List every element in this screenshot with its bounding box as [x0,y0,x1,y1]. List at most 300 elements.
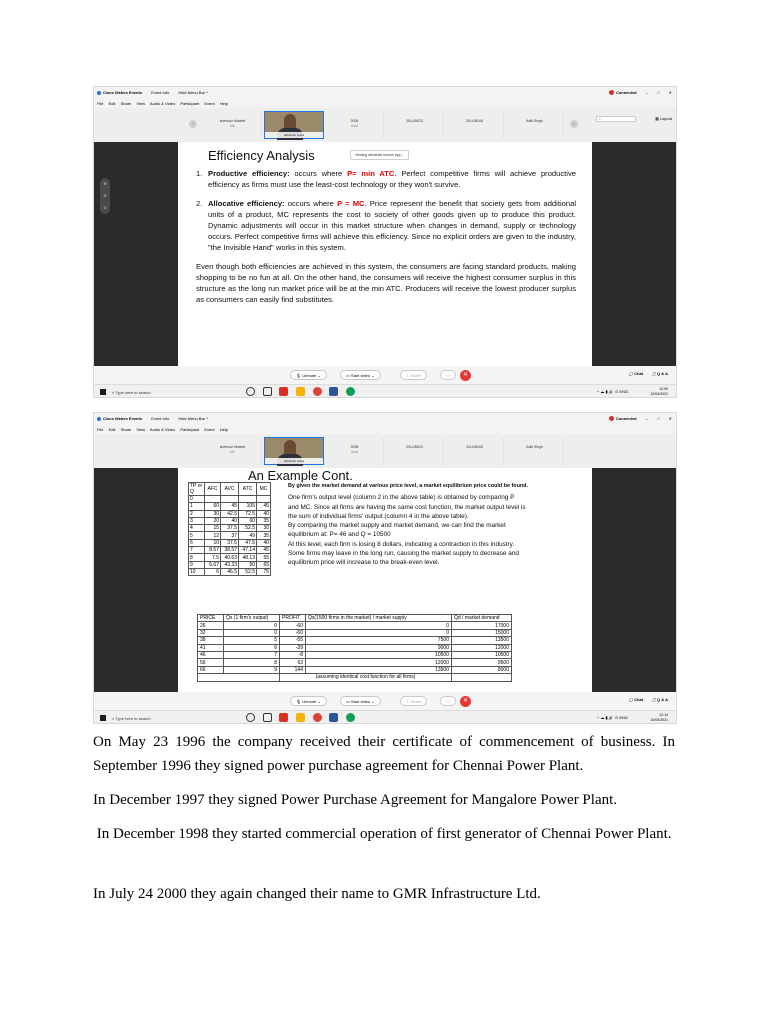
table-cell: 144 [280,666,306,673]
table-header-row [189,483,271,496]
more-options-button[interactable]: ··· [440,370,456,380]
table-cell: 5 [189,532,205,539]
table-row [189,503,271,510]
taskbar-search[interactable] [112,714,222,723]
chat-icon: ◯ [628,371,633,376]
menu-bar [94,425,676,434]
event-info-tab[interactable]: Event Info [151,416,170,421]
chat-button[interactable] [629,371,644,376]
window-titlebar [94,413,676,425]
table-cell: 1 [189,503,205,510]
table-cell: 38 [198,637,224,644]
table-cell: 37 [221,532,239,539]
leave-meeting-button[interactable]: ✕ [460,370,471,381]
table-cell [221,496,239,503]
connection-status [609,416,637,421]
table-cell: 9 [189,561,205,568]
menu-view[interactable]: View [136,101,146,106]
list-item [196,198,576,253]
table-row [189,561,271,568]
item-text-part: occurs where [289,169,348,178]
search-placeholder: Type here to search [115,390,151,395]
table-cell: 37.5 [221,525,239,532]
table-row [198,629,512,636]
table-row [189,525,271,532]
fit-icon[interactable]: ⊙ [103,205,107,210]
table-row [189,532,271,539]
start-video-button[interactable]: ▭ Start video ⌄ [340,370,381,380]
table-cell: 10500 [452,651,512,658]
slide-body [196,168,576,305]
clock-time: 12:14 [659,713,668,717]
event-info-tab[interactable]: Event Info [151,90,170,95]
slide-explanation [288,482,588,568]
taskbar-apps [246,713,361,724]
participant-name: Aditi Singh [526,119,543,123]
unmute-button[interactable]: 🎙 Unmute ⌄ [290,696,327,706]
tab-label: Cisco Webex Events [103,416,143,421]
table-row [189,568,271,575]
table-cell: 10 [205,539,221,546]
participant-tile[interactable] [326,111,384,139]
table-row [189,496,271,503]
table-cell: 45 [257,547,271,554]
column-header: MC [257,483,271,496]
participant-tile[interactable] [506,437,564,465]
column-header: AFC [205,483,221,496]
webex-logo-icon [97,91,101,95]
meeting-controls [94,366,676,384]
slide-title: Efficiency Analysis [208,148,315,163]
table-cell: 48.13 [239,554,257,561]
word-icon[interactable] [329,387,338,396]
body-paragraph: In July 24 2000 they again changed their name to GMR Infrastructure Ltd. [93,886,541,902]
status-label: Connected [615,416,637,421]
table-cell: 12000 [306,659,452,666]
explanation-line: Some firms may leave in the long run, causing the market supply to decrease and [288,550,519,558]
table-row [198,622,512,629]
zoom-slider[interactable]: ⌕ [596,116,636,122]
button-label: Chat [634,697,643,702]
table-cell: 46.5 [221,568,239,575]
table-cell: -60 [280,622,306,629]
table-cell: 56 [198,659,224,666]
item-text-part: . Price represent the benefit that society gets from additional units of a product, MC represents the cost to society of other goods given up to produce this product. Dynamic adjustments will occur in this market structure when changes in demand, supply or technology occurs. Perfect competitive firms will achieve this efficiency. Since no explicit orders are given to the industry, "the Invisible Hand" works in this system. [208,199,576,252]
table-cell: 6 [189,539,205,546]
qa-icon: ▢ [652,697,656,702]
table-cell: 8000 [452,666,512,673]
table-row [189,510,271,517]
table-row [198,637,512,644]
search-placeholder: Type here to search [115,716,151,721]
minimize-button[interactable]: – [645,416,648,421]
list-item [196,168,576,190]
system-tray: ^ ☁ ▮ 🔊 ⊙ ENG [597,715,628,720]
table-cell: 0 [224,622,280,629]
mic-icon: 🎙 [296,699,302,704]
table-cell: 52.5 [239,568,257,575]
button-label: Start video [350,373,371,378]
camera-icon: ▭ [346,699,350,704]
table-row [198,651,512,658]
table-cell: 105 [239,503,257,510]
table-cell: 0 [306,629,452,636]
webex-screenshot-1 [93,86,677,398]
table-cell: 20 [205,517,221,524]
table-cell [452,674,512,681]
button-label: Unmute [302,373,317,378]
table-cell: 35 [257,532,271,539]
button-label: Q & A [657,371,668,376]
participant-role: Me [230,449,235,454]
table-cell: 66 [198,666,224,673]
menu-help[interactable]: Help [219,101,228,106]
word-icon[interactable] [329,713,338,722]
task-view-icon[interactable] [263,387,272,396]
explanation-line: the sum of individual firms' output (column 4 in the above table). [288,512,469,520]
cost-table-body [189,496,271,576]
participant-name: 2008 [350,119,359,123]
table-cell: 8 [189,554,205,561]
stage-right-panel [592,142,676,366]
taskbar-apps [246,387,361,398]
column-header: ATC [239,483,257,496]
participant-video-tile[interactable] [264,111,324,139]
task-view-icon[interactable] [263,713,272,722]
table-row [189,539,271,546]
participant-role: Me [230,123,235,128]
table-cell: 40 [257,510,271,517]
menu-audio-video[interactable]: Audio & Video [149,101,176,106]
panel-toggles [621,697,669,702]
participant-name: 2008 [350,445,359,449]
table-cell: 15 [205,525,221,532]
table-cell: -55 [280,637,306,644]
table-cell: 49 [239,532,257,539]
table-cell: 40 [257,539,271,546]
table-cell: -60 [280,629,306,636]
explanation-line: One firm's output level (column 2 in the above table) is obtained by comparing P [288,494,515,502]
language-indicator[interactable]: ENG [619,389,628,394]
search-icon: ⌕ [112,390,115,395]
table-cell: 43.33 [221,561,239,568]
search-icon: ⌕ [112,716,115,721]
window-titlebar [94,87,676,99]
windows-taskbar [94,384,676,398]
menu-participant[interactable]: Participant [180,427,200,432]
clock-date: 10/04/2021 [650,718,668,722]
clock[interactable] [650,387,668,397]
table-cell: 50 [239,561,257,568]
table-cell: -8 [280,651,306,658]
next-participants-button[interactable]: › [570,120,578,128]
participant-tile[interactable] [204,437,262,465]
body-paragraph: On May 23 1996 the company received their certificate of commencement of business. In September 1996 they signed power purchase agreement for Chennai Power Plant. [93,734,675,774]
table-cell: 55 [257,554,271,561]
table-row [198,659,512,666]
zoom-out-icon[interactable]: ⊖ [103,193,107,198]
item-number: 1. [196,169,203,178]
webex-screenshot-2 [93,412,677,724]
menu-edit[interactable]: Edit [108,427,116,432]
more-options-button[interactable]: ··· [440,696,456,706]
table-cell: 12000 [452,644,512,651]
participant-tile[interactable] [204,111,262,139]
table-cell: 52.5 [239,525,257,532]
item-text [208,198,576,253]
table-cell: 10 [189,568,205,575]
table-cell: 13500 [452,637,512,644]
hide-menu-bar[interactable]: Hide Menu Bar ^ [178,416,208,421]
column-header: PROFIT [280,615,306,622]
formula-highlight: P = MC [337,199,365,208]
item-label: Productive efficiency: [208,169,290,178]
menu-help[interactable]: Help [219,427,228,432]
slide-title: An Example Cont. [248,468,353,483]
table-cell: 10500 [306,651,452,658]
hide-menu-bar[interactable]: Hide Menu Bar ^ [178,90,208,95]
table-cell: 60 [239,517,257,524]
qa-icon: ▢ [652,371,656,376]
windows-start-icon[interactable] [100,389,106,395]
explanation-line: At this level, each firm is losing 8 dollars, indicating a contraction in this industry. [288,540,515,548]
close-button[interactable]: ✕ [668,90,672,95]
annotation-controls [100,178,110,214]
table-cell: 7 [224,651,280,658]
column-header: PRICE [198,615,224,622]
table-cell: 40 [221,517,239,524]
zoom-in-icon[interactable]: ⊕ [103,181,107,186]
participant-tile[interactable] [446,111,504,139]
camera-icon: ▭ [346,373,350,378]
body-paragraph: In December 1997 they signed Power Purchase Agreement for Mangalore Power Plant. [93,792,618,808]
table-cell: 0 [224,629,280,636]
panel-toggles [621,371,669,376]
button-label: Share [410,699,422,704]
table-cell [205,496,221,503]
column-header: Qs(1500 firms in the market) / market supply [306,615,452,622]
table-cell: 46 [198,651,224,658]
column-header: TP or Q [189,483,205,496]
button-label: Share [410,373,422,378]
status-icon [609,90,614,95]
table-row [189,554,271,561]
shared-content-stage [94,142,676,366]
table-row [189,547,271,554]
chrome-icon[interactable] [313,387,322,396]
share-icon: ⇪ [406,373,410,378]
file-explorer-icon[interactable] [296,713,305,722]
maximize-button[interactable]: □ [657,416,660,421]
layout-label: Layout [659,116,672,121]
shared-content-stage [94,468,676,692]
chat-button[interactable] [629,697,644,702]
lead-sentence: By given the market demand at various price level, a market equilibrium price could be found. [288,483,528,489]
table-cell: 9000 [306,644,452,651]
slide-example-cont [178,468,592,692]
start-video-button[interactable]: ▭ Start video ⌄ [340,696,381,706]
participant-name: shehnaz bhaleel [219,445,246,449]
table-cell: 75 [257,568,271,575]
table-cell: 2 [189,510,205,517]
table-row [189,517,271,524]
participant-tile[interactable] [326,437,384,465]
table-cell: 40.63 [221,554,239,561]
cortana-icon[interactable] [246,713,255,722]
share-button[interactable] [400,370,427,380]
table-cell: 32 [198,629,224,636]
column-header: Qd / market demand [452,615,512,622]
table-cell: 9500 [452,659,512,666]
item-text [208,168,576,190]
explanation-line: and MC. Since all firms are having the same cost function, the market output level is [288,503,526,511]
cost-table [188,482,271,576]
app-icon[interactable] [279,713,288,722]
table-header-row [198,615,512,622]
participant-tile[interactable] [446,437,504,465]
participant-name: 20LUB023 [406,119,423,123]
participant-role: Host [350,449,359,454]
menu-audio-video[interactable]: Audio & Video [149,427,176,432]
button-label: Start video [350,699,371,704]
table-cell: 9 [224,666,280,673]
menu-share[interactable]: Share [120,101,132,106]
slide-paragraph: Even though both efficiencies are achieved in this system, the consumers are facing standard products, making shopping to be no fun at all. On the other hand, the consumers will receive the highest consumer surplus in this structure as the long run market price will be at the min ATC. Producers will receive the lowest producer surplus as consumers can easily find substitutes. [196,262,576,304]
language-indicator[interactable]: ENG [619,715,628,720]
column-header: AVC [221,483,239,496]
cortana-icon[interactable] [246,387,255,396]
table-cell: 41 [198,644,224,651]
participant-tile[interactable] [386,437,444,465]
menu-file[interactable]: File [97,427,104,432]
stage-left-panel [94,468,178,692]
participant-tile[interactable] [506,111,564,139]
table-row [198,644,512,651]
table-cell: 26 [198,622,224,629]
item-text-part: occurs where [284,199,338,208]
table-cell: 65 [257,561,271,568]
participant-tile[interactable] [386,111,444,139]
table-cell: 5 [224,637,280,644]
button-label: Chat [634,371,643,376]
menu-participant[interactable]: Participant [180,101,200,106]
prev-participants-button[interactable]: ‹ [189,120,197,128]
participant-name: abhishek sinha [265,132,323,138]
table-cell: 3 [189,517,205,524]
leave-meeting-button[interactable]: ✕ [460,696,471,707]
stage-left-panel [94,142,178,366]
close-button[interactable]: ✕ [668,416,672,421]
table-cell [198,674,280,681]
item-text-part: . Perfect competitive firms will achieve productive efficiency as firms must use the least-cost technology or they won't survive. [208,169,576,189]
participant-name: 20LUB023 [406,445,423,449]
participant-name: Aditi Singh [526,445,543,449]
button-label: Unmute [302,699,317,704]
explanation-line: equilibrium at: P= 46 and Q = 10500 [288,531,391,539]
table-cell: 0 [189,496,205,503]
maximize-button[interactable]: □ [657,90,660,95]
table-cell: 30 [257,525,271,532]
table-cell: 8.57 [205,547,221,554]
menu-edit[interactable]: Edit [108,101,116,106]
chat-icon: ◯ [628,697,633,702]
table-row [198,674,512,681]
item-number: 2. [196,199,203,208]
layout-button[interactable]: ▦ Layout [655,116,672,121]
explanation-line: By comparing the market supply and market demand, we can find the market [288,522,506,530]
table-cell: 60 [205,503,221,510]
menu-share[interactable]: Share [120,427,132,432]
windows-start-icon[interactable] [100,715,106,721]
menu-bar [94,99,676,108]
participant-name: abhishek sinha [265,458,323,464]
menu-event[interactable]: Event [204,427,215,432]
table-cell: 13500 [306,666,452,673]
table-cell: 4 [189,525,205,532]
table-note: (assuming identical cost function for all firms) [280,674,452,681]
webex-taskbar-icon[interactable] [346,387,355,396]
table-cell: 6.67 [205,561,221,568]
app-icon[interactable] [279,387,288,396]
taskbar-search[interactable] [112,388,222,397]
webex-taskbar-icon[interactable] [346,713,355,722]
table-cell: 45 [257,503,271,510]
table-cell [257,496,271,503]
file-explorer-icon[interactable] [296,387,305,396]
clock-time: 12:09 [659,387,668,391]
clock-date: 10/04/2021 [650,392,668,396]
table-cell: 45 [221,503,239,510]
webex-tab[interactable] [97,90,142,95]
meeting-controls [94,692,676,710]
table-cell: 47.5 [239,539,257,546]
table-cell: 8 [224,659,280,666]
clock[interactable] [650,713,668,723]
unmute-button[interactable]: 🎙 Unmute ⌄ [290,370,327,380]
qa-button[interactable] [652,697,668,702]
participant-role: Host [350,123,359,128]
table-cell: 6 [224,644,280,651]
table-cell: 72.5 [239,510,257,517]
tab-label: Cisco Webex Events [103,90,143,95]
participant-name: shehnaz bhaleel [219,119,246,123]
share-button[interactable] [400,696,427,706]
viewing-indicator[interactable]: Viewing abhishek sinha's app... [350,150,409,160]
explanation-line: equilibrium price will increase to the break-even level. [288,559,440,567]
stage-right-panel [592,468,676,692]
table-cell: 47.14 [239,547,257,554]
table-cell: 42.5 [221,510,239,517]
participant-video-tile[interactable] [264,437,324,465]
table-cell: 15000 [452,629,512,636]
market-table-body [198,622,512,681]
chrome-icon[interactable] [313,713,322,722]
table-cell: 63 [280,659,306,666]
table-cell: 37.5 [221,539,239,546]
menu-event[interactable]: Event [204,101,215,106]
formula-highlight: P= min ATC [347,169,395,178]
system-tray: ^ ☁ ▮ 🔊 ⊙ ENG [597,389,628,394]
webex-tab[interactable] [97,416,142,421]
menu-file[interactable]: File [97,101,104,106]
minimize-button[interactable]: – [645,90,648,95]
body-paragraph: In December 1998 they started commercial operation of first generator of Chennai Power Plant. [93,826,672,842]
qa-button[interactable] [652,371,668,376]
table-cell: 6 [205,568,221,575]
column-header: Qs (1 firm's output) [224,615,280,622]
participant-strip [94,434,676,468]
menu-view[interactable]: View [136,427,146,432]
